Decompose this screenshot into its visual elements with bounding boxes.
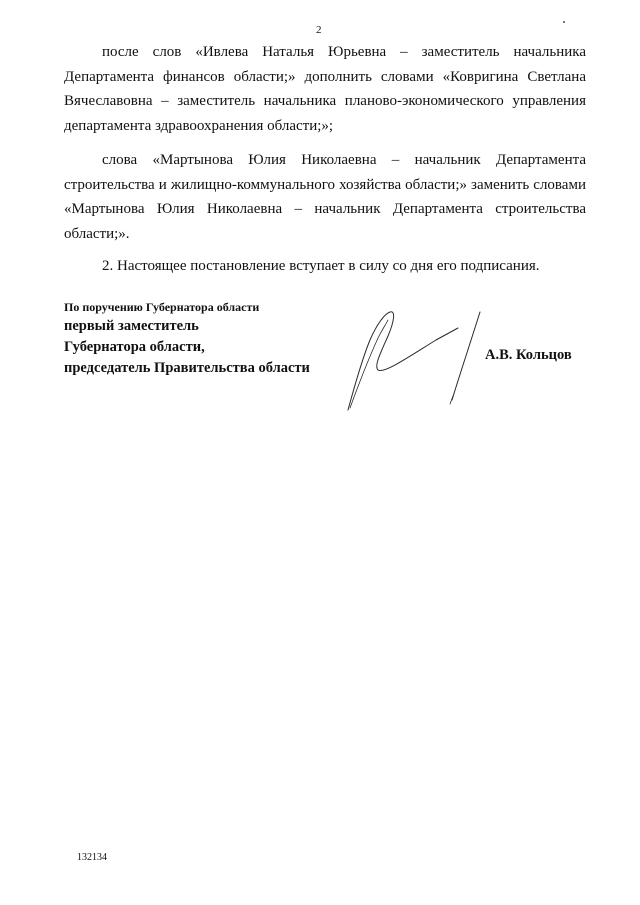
page-number: 2 [316,24,322,36]
signatory-title-line-1: первый заместитель [64,318,199,334]
document-code: 132134 [77,852,107,863]
handwritten-signature [338,304,483,414]
signatory-block [64,298,310,379]
signer-name: А.В. Кольцов [485,347,572,363]
scan-speck [563,21,565,23]
signatory-title-line-3: председатель Правительства области [64,360,310,376]
body-paragraph-3: 2. Настоящее постановление вступает в силу со дня его подписания. [102,258,540,274]
signatory-instruction: По поручению Губернатора области [64,300,260,314]
signatory-title-line-2: Губернатора области, [64,339,205,355]
body-paragraph-1: после слов «Ивлева Наталья Юрьевна – заместитель начальника Департамента финансов области;» дополнить словами «Ковригина Светлана Вячеславовна – заместитель начальника планово-экономического управления департамента здравоохранения области;»; [64,44,586,134]
body-paragraph-2: слова «Мартынова Юлия Николаевна – начальник Департамента строительства и жилищно-коммунального хозяйства области;» заменить словами «Мартынова Юлия Николаевна – начальник Департамента строительства области;». [64,152,586,242]
document-body [64,40,586,279]
